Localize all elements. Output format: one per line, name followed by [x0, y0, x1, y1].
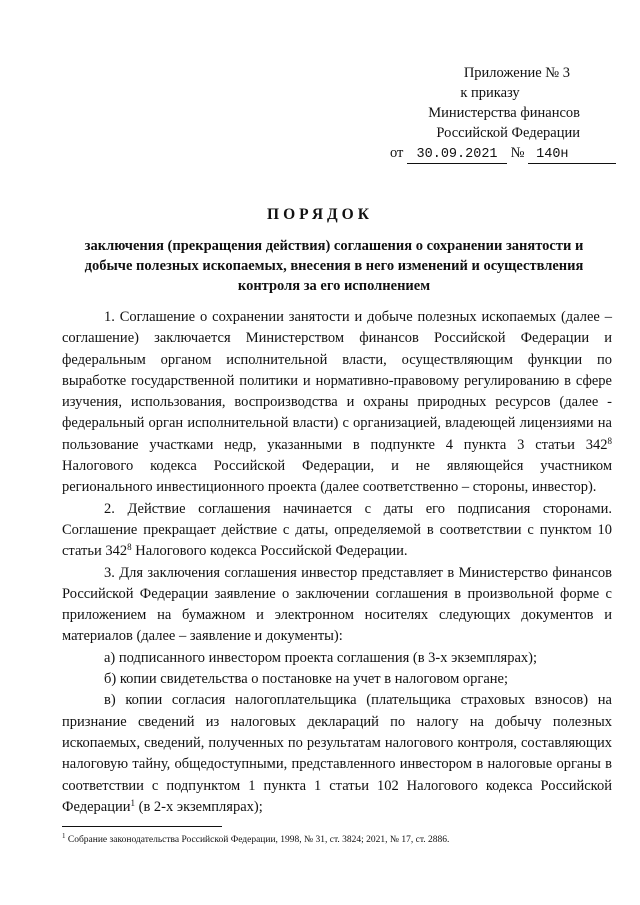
- approval-country: Российской Федерации: [436, 125, 580, 141]
- list-item-a: а) подписанного инвестором проекта соглашения (в 3-х экземплярах);: [104, 649, 538, 666]
- footnote-separator: [62, 826, 222, 827]
- document-body: [62, 307, 612, 818]
- approval-order-line: [390, 143, 620, 164]
- list-item-c-text-end: (в 2-х экземплярах);: [134, 798, 263, 815]
- paragraph-1: [62, 307, 612, 499]
- approval-order-label: к приказу: [460, 85, 520, 101]
- footnote: [62, 834, 622, 847]
- document-subtitle: заключения (прекращения действия) соглашения о сохранении занятости и добыче полезных ископаемых, внесения в него изменений и осуществления контроля за его исполнением: [84, 238, 584, 294]
- paragraph-2-text: 2. Действие соглашения начинается с даты его подписания сторонами. Соглашение прекращает действие с даты, определяемой в соответствии с пунктом 10 статьи 342: [62, 500, 612, 560]
- footnote-mark: 1: [62, 832, 66, 840]
- approval-ministry: Министерства финансов: [428, 105, 580, 121]
- paragraph-1-text-end: Налогового кодекса Российской Федерации, и не являющейся участником регионального инвестиционного проекта (далее соответственно – стороны, инвестор).: [62, 458, 612, 496]
- order-from-label: от: [390, 145, 404, 161]
- approval-block: [390, 63, 620, 164]
- list-item-c: [62, 690, 612, 818]
- order-number-label: №: [510, 145, 525, 161]
- footnote-reference: 1: [130, 797, 135, 808]
- document-title: ПОРЯДОК: [267, 206, 373, 223]
- order-number: 140н: [528, 147, 616, 164]
- list-item-c-text: в) копии согласия налогоплательщика (плательщика страховых взносов) на признание сведений из налоговых деклараций по налогу на добычу полезных ископаемых, сведений, полученных по результатам налогового контроля, составляющих налоговую тайну, общедоступными, представленного инвестором в налоговые органы в соответствии с подпунктом 1 пункта 1 статьи 102 Налогового кодекса Российской Федерации: [62, 692, 612, 815]
- approval-appendix-number: Приложение № 3: [463, 65, 570, 81]
- paragraph-2: [62, 499, 612, 563]
- footnote-text: Собрание законодательства Российской Федерации, 1998, № 31, ст. 3824; 2021, № 17, ст. 2886.: [65, 835, 450, 845]
- article-superscript: 8: [607, 435, 612, 446]
- paragraph-1-text: 1. Соглашение о сохранении занятости и добыче полезных ископаемых (далее – соглашение) заключается Министерством финансов Российской Федерации и федеральным органом исполнительной власти, осуществляющим функции по выработке государственной политики и нормативно-правовому регулированию в сфере изучения, использования, воспроизводства и охраны природных ресурсов (далее - федеральный орган исполнительной власти) с организацией, владеющей лицензиями на пользование участками недр, указанными в подпункте 4 пункта 3 статьи 342: [62, 309, 612, 453]
- paragraph-2-text-end: Налогового кодекса Российской Федерации.: [131, 543, 408, 560]
- article-superscript: 8: [127, 542, 132, 553]
- paragraph-3: 3. Для заключения соглашения инвестор представляет в Министерство финансов Российской Федерации заявление о заключении соглашения в произвольной форме с приложением на бумажном и электронном носителях следующих документов и материалов (далее – заявление и документы):: [62, 564, 612, 645]
- list-item-b: б) копии свидетельства о постановке на учет в налоговом органе;: [104, 671, 508, 688]
- order-date: 30.09.2021: [407, 147, 507, 164]
